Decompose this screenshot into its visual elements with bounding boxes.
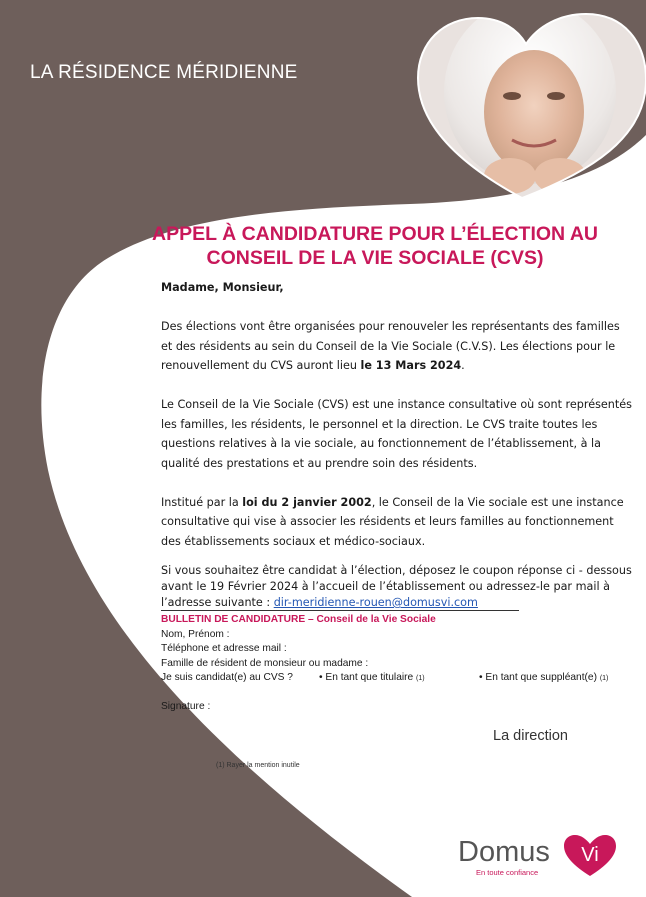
paragraph-4: Si vous souhaitez être candidat à l’élection, déposez le coupon réponse ci - dessous avant le 19 Février 2024 à l’accueil de l’établissement ou adressez-le par mail à l’adresse suivante : dir-meridienne-rouen@domusvi.com: [161, 564, 632, 609]
form-heading: BULLETIN DE CANDIDATURE – Conseil de la Vie Sociale: [161, 614, 436, 625]
title-line-2: CONSEIL DE LA VIE SOCIALE (CVS): [206, 247, 544, 269]
greeting: Madame, Monsieur,: [161, 281, 284, 294]
election-date: le 13 Mars 2024: [360, 359, 462, 372]
name-field-label: Nom, Prénom :: [161, 628, 230, 640]
option-titular: • En tant que titulaire (1): [319, 672, 425, 683]
candidate-question: Je suis candidat(e) au CVS ?: [161, 672, 293, 683]
email-link[interactable]: dir-meridienne-rouen@domusvi.com: [273, 596, 478, 609]
page-title: [120, 222, 630, 270]
candidacy-form: [161, 613, 631, 715]
logo-wordmark: Domus: [458, 836, 550, 868]
residence-name: LA RÉSIDENCE MÉRIDIENNE: [30, 62, 298, 83]
law-reference: loi du 2 janvier 2002: [242, 495, 372, 509]
family-field-label: Famille de résident de monsieur ou madame :: [161, 657, 369, 669]
option-substitute: • En tant que suppléant(e) (1): [479, 672, 609, 683]
logo-tagline: En toute confiance: [476, 868, 539, 877]
coupon-divider: [161, 610, 519, 611]
heart-icon: [562, 834, 618, 878]
candidate-choice-row: [161, 671, 631, 686]
letter-body: [161, 278, 633, 611]
paragraph-1: Des élections vont être organisées pour renouveler les représentants des familles et des résidents au sein du Conseil de la Vie Sociale (C.V.S). Les élections pour le renouvellement du CVS auront lieu le 13 Mars 2024.: [161, 320, 620, 372]
logo-heart-letters: Vi: [581, 844, 599, 866]
title-line-1: APPEL À CANDIDATURE POUR L’ÉLECTION AU: [152, 223, 598, 245]
contact-field-label: Téléphone et adresse mail :: [161, 643, 287, 654]
signature-label: Signature :: [161, 701, 211, 712]
footnote: (1) Rayer la mention inutile: [216, 762, 300, 769]
paragraph-3: Institué par la loi du 2 janvier 2002, le Conseil de la Vie sociale est une instance consultative qui vise à associer les résidents et leurs familles au fonctionnement des établissements sociaux et médico-sociaux.: [161, 495, 624, 548]
signoff: La direction: [493, 728, 568, 744]
domusvi-logo: [458, 834, 618, 882]
paragraph-2: Le Conseil de la Vie Sociale (CVS) est une instance consultative où sont représentés les familles, les résidents, le personnel et la direction. Le CVS traite toutes les questions relatives à la vie sociale, au fonctionnement de l’établissement, à la qualité des prestations et au prendre soin des résidents.: [161, 398, 632, 470]
